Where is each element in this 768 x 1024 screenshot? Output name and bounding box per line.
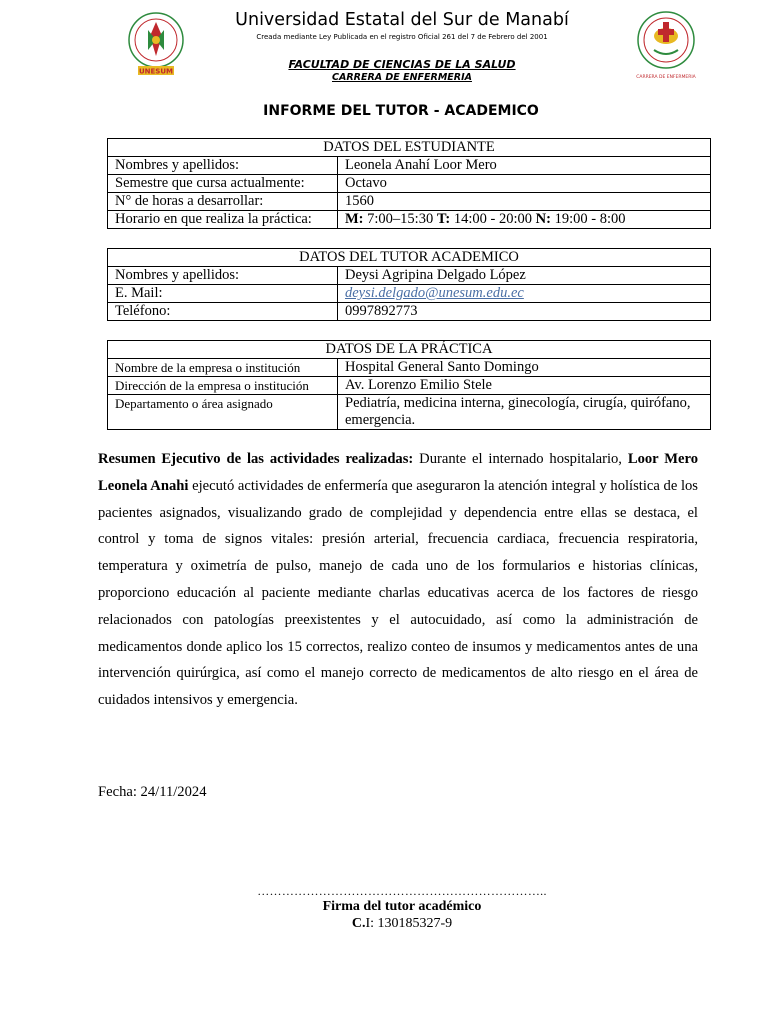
career-name: CARRERA DE ENFERMERIA xyxy=(332,72,472,83)
table-row xyxy=(108,395,711,430)
summary-part2: ejecutó actividades de enfermería que aseguraron la atención integral y holística de los pacientes asignados, visualizando grado de complejidad y dependencia entre ellas se destaca, el control y toma de signos vitales: presión arterial, frecuencia cardiaca, frecuencia respiratoria, temperatura y oximetría de pulso, manejo de cada uno de los formularios e historias clínicas, proporciono educación al paciente mediante charlas educativas acerca de los factores de riesgo relacionados con patologías preexistentes y el autocuidado, así como la administración de medicamentos donde aplico los 15 correctos, realizo conteo de insumos y medicamentos antes de una intervención quirúrgica, así como el manejo correcto de medicamentos de alto riesgo en el área de cuidados intensivos y emergencia. xyxy=(98,477,698,709)
summary-lead: Resumen Ejecutivo de las actividades realizadas: xyxy=(98,451,414,467)
left-logo-text: UNESUM xyxy=(138,67,174,76)
executive-summary xyxy=(98,446,698,714)
schedule-t-label: T: xyxy=(436,211,451,227)
signature-ci xyxy=(0,915,768,933)
address-value: Av. Lorenzo Emilio Stele xyxy=(338,377,711,395)
table-row xyxy=(108,157,711,175)
phone-value: 0997892773 xyxy=(338,303,711,321)
practice-data-table xyxy=(107,340,711,430)
company-value: Hospital General Santo Domingo xyxy=(338,359,711,377)
table-row xyxy=(108,211,711,229)
creation-note: Creada mediante Ley Publicada en el registro Oficial 261 del 7 de Febrero del 2001 xyxy=(256,33,548,41)
table-row xyxy=(108,193,711,211)
tutor-email-link[interactable]: deysi.delgado@unesum.edu.ec xyxy=(345,285,524,301)
schedule-m: 7:00–15:30 xyxy=(363,211,437,227)
table-row xyxy=(108,285,711,303)
report-date: Fecha: 24/11/2024 xyxy=(98,784,207,800)
ci-value: I: 130185327-9 xyxy=(365,916,453,931)
department-label: Departamento o área asignado xyxy=(108,395,338,430)
schedule-label: Horario en que realiza la práctica: xyxy=(108,211,338,229)
table-row xyxy=(108,303,711,321)
practice-table-heading: DATOS DE LA PRÁCTICA xyxy=(108,341,711,359)
tutor-data-table xyxy=(107,248,711,321)
student-name-value: Leonela Anahí Loor Mero xyxy=(338,157,711,175)
nursing-career-logo xyxy=(636,8,696,82)
table-row xyxy=(108,175,711,193)
student-table-heading: DATOS DEL ESTUDIANTE xyxy=(108,139,711,157)
student-data-table xyxy=(107,138,711,229)
table-row xyxy=(108,267,711,285)
student-name-label: Nombres y apellidos: xyxy=(108,157,338,175)
semester-value: Octavo xyxy=(338,175,711,193)
company-label: Nombre de la empresa o institución xyxy=(108,359,338,377)
faculty-name: FACULTAD DE CIENCIAS DE LA SALUD xyxy=(288,58,516,71)
unesum-logo xyxy=(126,10,186,80)
schedule-m-label: M: xyxy=(345,211,364,227)
table-row xyxy=(108,359,711,377)
signature-line: …………………………………………………………….. xyxy=(257,884,547,898)
schedule-t: 14:00 - 20:00 xyxy=(450,211,536,227)
summary-part1: Durante el internado hospitalario, xyxy=(413,451,628,467)
signature-title: Firma del tutor académico xyxy=(322,899,482,914)
right-logo-text: CARRERA DE ENFERMERIA xyxy=(636,75,696,80)
summary-student-name: Loor Mero Leonela Anahi xyxy=(98,451,699,494)
schedule-n: 19:00 - 8:00 xyxy=(550,211,626,227)
hours-label: N° de horas a desarrollar: xyxy=(108,193,338,211)
department-value: Pediatría, medicina interna, ginecología, cirugía, quirófano, emergencia. xyxy=(338,395,711,430)
address-label: Dirección de la empresa o institución xyxy=(108,377,338,395)
semester-label: Semestre que cursa actualmente: xyxy=(108,175,338,193)
tutor-name-label: Nombres y apellidos: xyxy=(108,267,338,285)
ci-label: C. xyxy=(351,916,366,931)
tutor-table-heading: DATOS DEL TUTOR ACADEMICO xyxy=(108,249,711,267)
schedule-n-label: N: xyxy=(535,211,551,227)
report-title: INFORME DEL TUTOR - ACADEMICO xyxy=(263,103,539,119)
hours-value: 1560 xyxy=(338,193,711,211)
schedule-value xyxy=(338,211,711,229)
university-name: Universidad Estatal del Sur de Manabí xyxy=(235,10,569,30)
phone-label: Teléfono: xyxy=(108,303,338,321)
tutor-name-value: Deysi Agripina Delgado López xyxy=(338,267,711,285)
table-row xyxy=(108,377,711,395)
email-label: E. Mail: xyxy=(108,285,338,303)
page-header xyxy=(200,8,604,42)
